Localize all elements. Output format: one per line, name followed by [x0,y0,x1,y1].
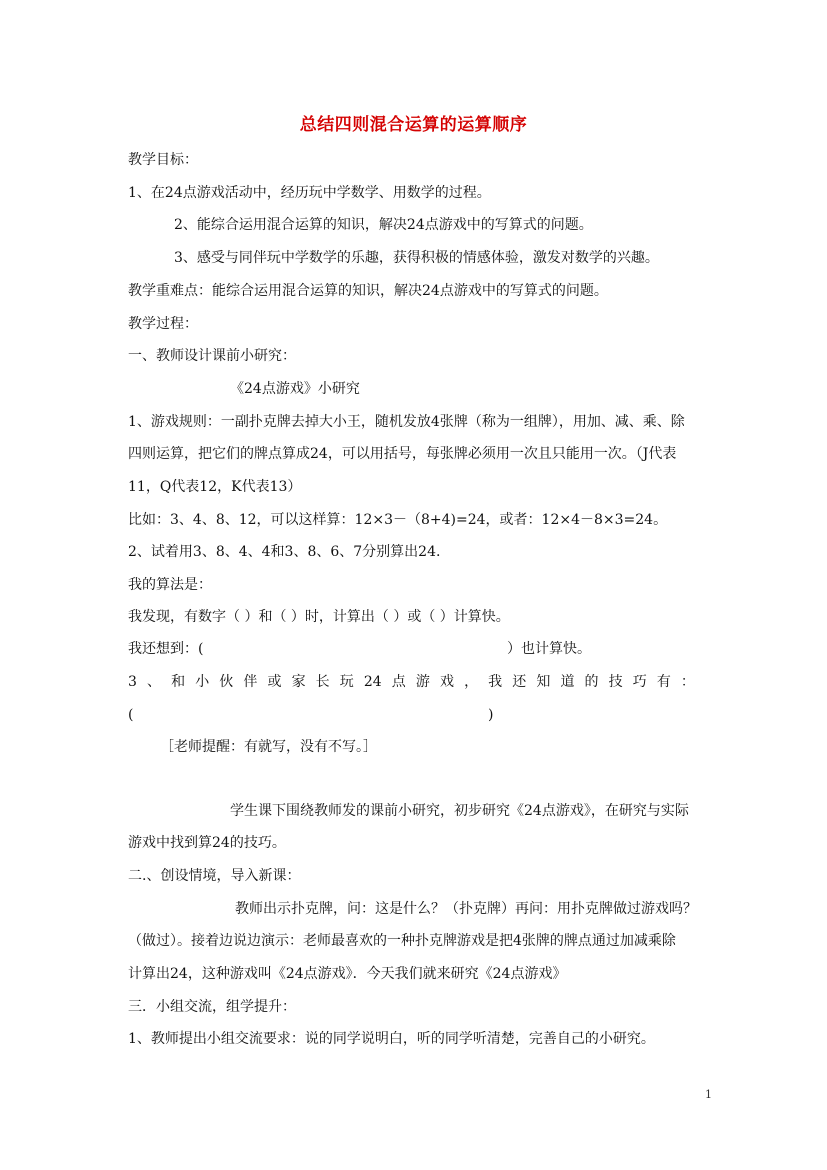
also-think-right: ）也计算快。 [507,641,591,657]
intro-line-3: 计算出24，这种游戏叫《24点游戏》．今天我们就来研究《24点游戏》 [128,966,567,982]
task-3-token: 有 [656,674,671,690]
intro-line-2: （做过）。接着边说边演示：老师最喜欢的一种扑克牌游戏是把4张牌的牌点通过加减乘除 [128,933,676,949]
task-3-token: 点 [391,674,406,690]
rules-line-2: 四则运算，把它们的牌点算成24，可以用括号，每张牌必须用一次且只能用一次。（J代表 [128,446,677,462]
group-line-1: 1、教师提出小组交流要求：说的同学说明白，听的同学听清楚，完善自己的小研究。 [128,1031,655,1047]
process-heading: 教学过程： [128,316,198,332]
task-3-token: 游 [415,674,430,690]
rules-line-1: 1、游戏规则：一副扑克牌去掉大小王，随机发放4张牌（称为一组牌），用加、减、乘、除 [128,414,685,430]
key-points: 教学重难点：能综合运用混合运算的知识，解决24点游戏中的写算式的问题。 [128,283,608,299]
page-title: 总结四则混合运算的运算顺序 [299,115,528,135]
also-think-left: 我还想到：( [128,641,204,657]
goal-2: 2、能综合运用混合运算的知识，解决24点游戏中的写算式的问题。 [174,217,593,233]
task-2: 2、试着用3、8、4、4和3、8、6、7分别算出24. [128,544,441,560]
goals-heading: 教学目标： [128,152,198,168]
task-3-line [128,672,695,692]
intro-line-1: 教师出示扑克牌，问：这是什么？（扑克牌）再问：用扑克牌做过游戏吗？ [235,901,697,917]
section-1-heading: 一、教师设计课前小研究： [128,348,296,364]
task-3-token: 长 [315,674,330,690]
task-3-token: 、 [147,674,162,690]
goal-3: 3、感受与同伴玩中学数学的乐趣，获得积极的情感体验，激发对数学的兴趣。 [174,250,659,266]
paren-open: ( [128,707,134,723]
task-3-token: 和 [171,674,186,690]
task-3-token: 技 [608,674,623,690]
discovery-line: 我发现，有数字（ ）和（ ）时，计算出（ ）或（ ）计算快。 [128,609,510,625]
my-method: 我的算法是： [128,577,212,593]
section-2-heading: 二.、创设情境，导入新课： [128,868,301,884]
page-number: 1 [705,1088,712,1101]
task-3-token: 伙 [219,674,234,690]
study-title: 《24点游戏》小研究 [230,381,360,397]
task-3-token: 巧 [632,674,647,690]
task-3-token: ： [680,674,695,690]
task-3-token: 3 [128,674,137,690]
task-3-token: 道 [560,674,575,690]
section-3-heading: 三．小组交流，组学提升： [128,999,296,1015]
task-3-token: 家 [291,674,306,690]
teacher-note: ［老师提醒：有就写，没有不写。］ [160,739,377,755]
rules-line-3: 11，Q代表12，K代表13） [128,479,302,495]
goal-1: 1、在24点游戏活动中，经历玩中学数学、用数学的过程。 [128,185,491,201]
task-3-token: 戏 [439,674,454,690]
task-3-token: 玩 [339,674,354,690]
task-3-token: 的 [584,674,599,690]
task-3-token: 知 [536,674,551,690]
student-line-1: 学生课下围绕教师发的课前小研究，初步研究《24点游戏》，在研究与实际 [230,803,689,819]
paren-close: ) [488,707,494,723]
task-3-token: 还 [512,674,527,690]
task-3-token: 或 [267,674,282,690]
student-line-2: 游戏中找到算24的技巧。 [128,835,286,851]
task-3-token: 24 [363,674,382,690]
example-line: 比如：3、4、8、12，可以这样算：12×3－（8+4)=24，或者：12×4－8×3=24。 [128,512,668,528]
task-3-token: 伴 [243,674,258,690]
task-3-token: ， [464,674,479,690]
task-3-token: 小 [195,674,210,690]
task-3-token: 我 [488,674,503,690]
